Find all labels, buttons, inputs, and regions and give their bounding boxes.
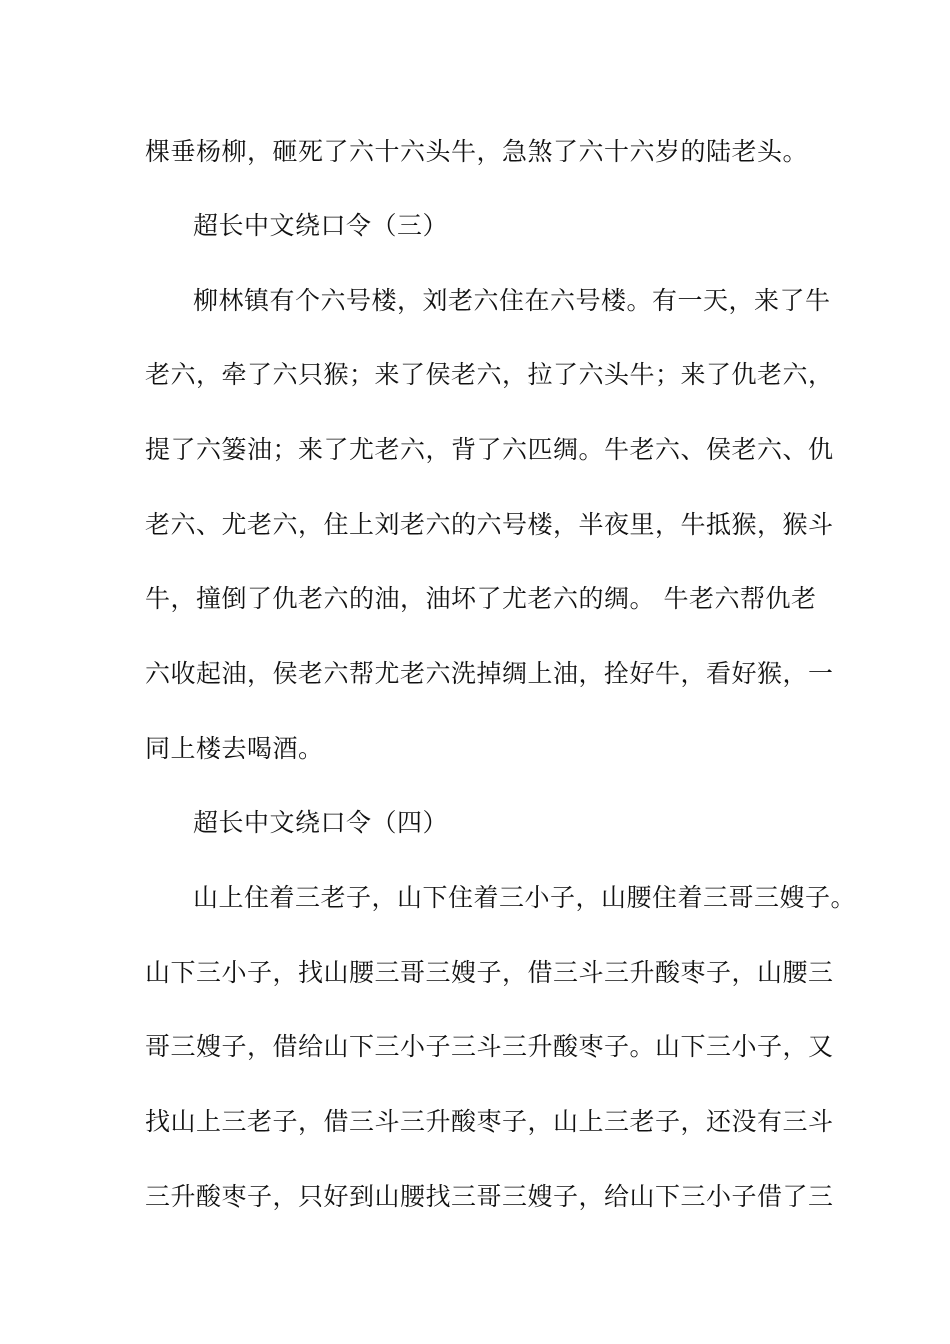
text-line: 山上住着三老子，山下住着三小子，山腰住着三哥三嫂子。 [193,883,857,912]
section-heading: 超长中文绕口令（三） [193,211,449,240]
text-line: 哥三嫂子，借给山下三小子三斗三升酸枣子。山下三小子，又 [145,1032,834,1061]
text-line: 牛，撞倒了仇老六的油，油坏了尤老六的绸。 牛老六帮仇老 [145,584,817,613]
section-heading: 超长中文绕口令（四） [193,808,449,837]
text-line: 提了六篓油；来了尤老六，背了六匹绸。牛老六、侯老六、仇 [145,435,834,464]
text-line: 同上楼去喝酒。 [145,734,324,763]
text-line: 老六、尤老六，住上刘老六的六号楼，半夜里，牛抵猴，猴斗 [145,510,834,539]
text-line: 六收起油，侯老六帮尤老六洗掉绸上油，拴好牛，看好猴，一 [145,659,834,688]
text-line: 找山上三老子，借三斗三升酸枣子，山上三老子，还没有三斗 [145,1107,834,1136]
text-line: 柳林镇有个六号楼，刘老六住在六号楼。有一天，来了牛 [193,286,831,315]
text-line: 老六，牵了六只猴；来了侯老六，拉了六头牛；来了仇老六， [145,360,834,389]
text-line: 三升酸枣子，只好到山腰找三哥三嫂子，给山下三小子借了三 [145,1182,834,1211]
text-line: 山下三小子，找山腰三哥三嫂子，借三斗三升酸枣子，山腰三 [145,958,834,987]
text-line: 棵垂杨柳，砸死了六十六头牛，急煞了六十六岁的陆老头。 [145,137,809,166]
